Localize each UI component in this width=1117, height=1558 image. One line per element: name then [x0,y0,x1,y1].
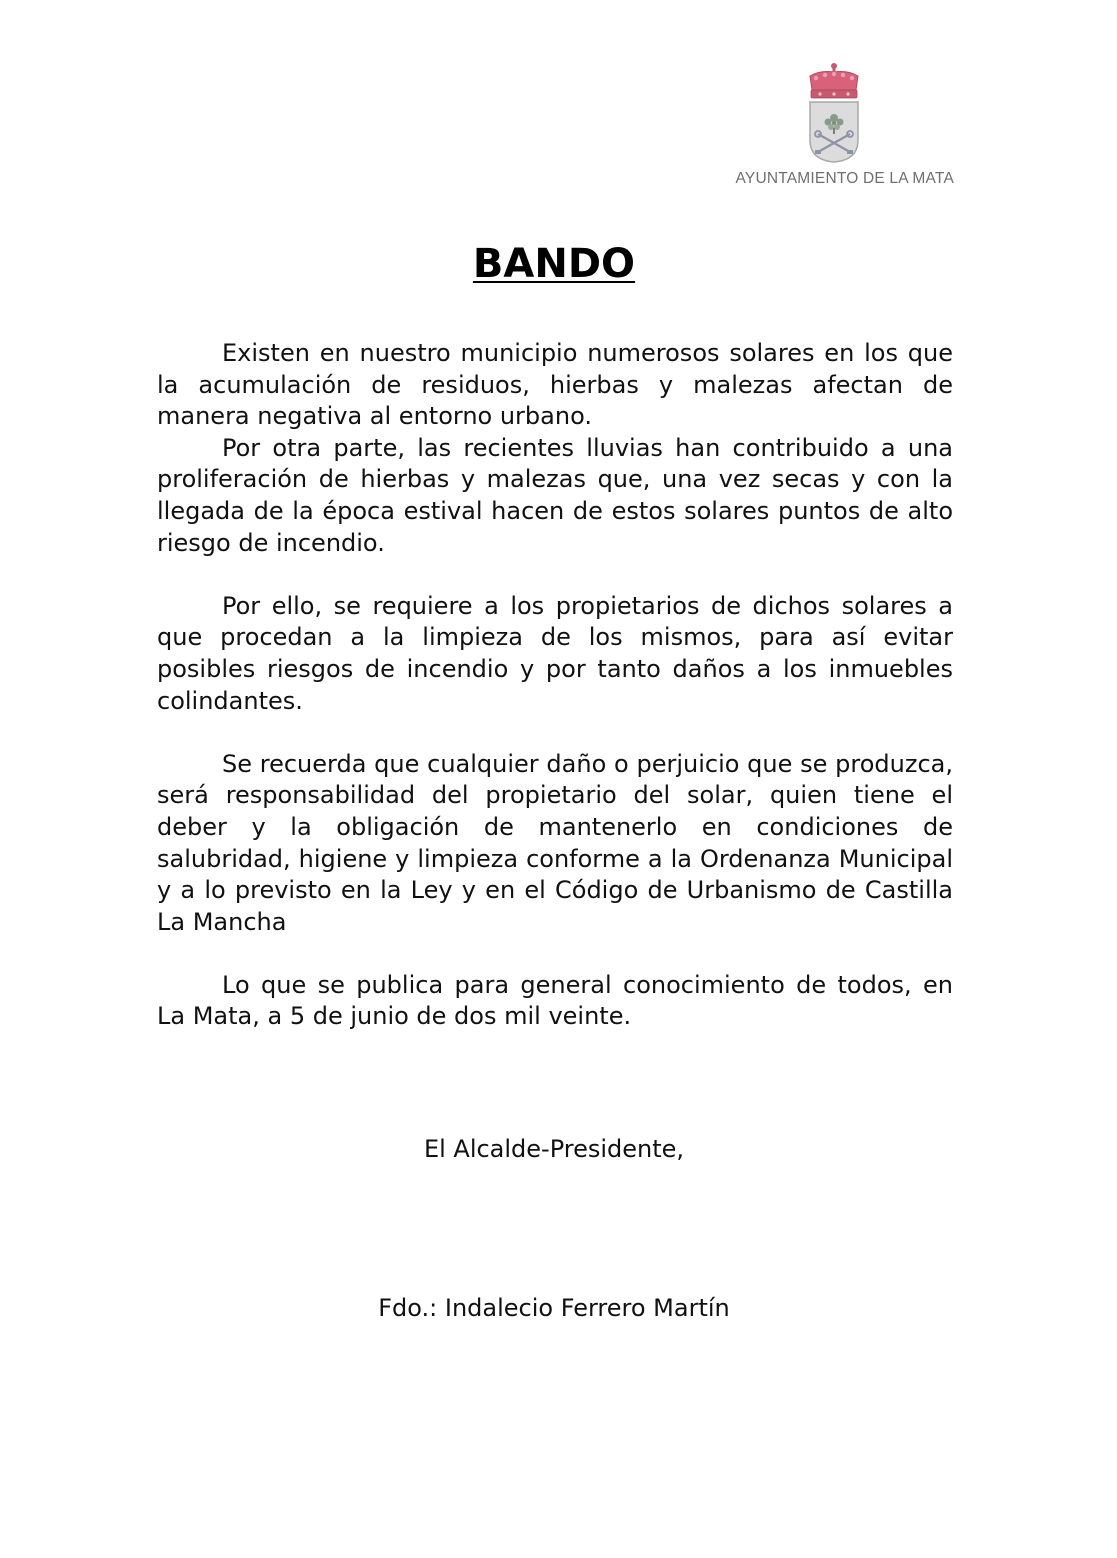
signer-name: Fdo.: Indalecio Ferrero Martín [378,1294,730,1322]
coat-of-arms-icon [806,60,862,164]
paragraph-2: Por otra parte, las recientes lluvias han contribuido a una proliferación de hierbas y malezas que, una vez secas y con la llegada de la época estival hacen de estos solares puntos de alto riesgo de incendio. [157,433,953,557]
paragraph-1: Existen en nuestro municipio numerosos solares en los que la acumulación de residuos, hierbas y malezas afectan de manera negativa al entorno urbano. [157,339,953,431]
document-body [157,338,953,1033]
signer-role: El Alcalde-Presidente, [423,1135,685,1163]
paragraph-3: Por ello, se requiere a los propietarios de dichos solares a que procedan a la limpieza de los mismos, para así evitar posibles riesgos de incendio y por tanto daños a los inmuebles colindantes. [157,591,953,715]
paragraph-4: Se recuerda que cualquier daño o perjuicio que se produzca, será responsabilidad del propietario del solar, quien tiene el deber y la obligación de mantenerlo en condiciones de salubridad, higiene y limpieza conforme a la Ordenanza Municipal y a lo previsto en la Ley y en el Código de Urbanismo de Castilla La Mancha [157,749,953,936]
paragraph-5: Lo que se publica para general conocimiento de todos, en La Mata, a 5 de junio de dos mil veinte. [157,970,953,1031]
organization-name: AYUNTAMIENTO DE LA MATA [735,170,954,187]
document-title: BANDO [472,241,636,287]
